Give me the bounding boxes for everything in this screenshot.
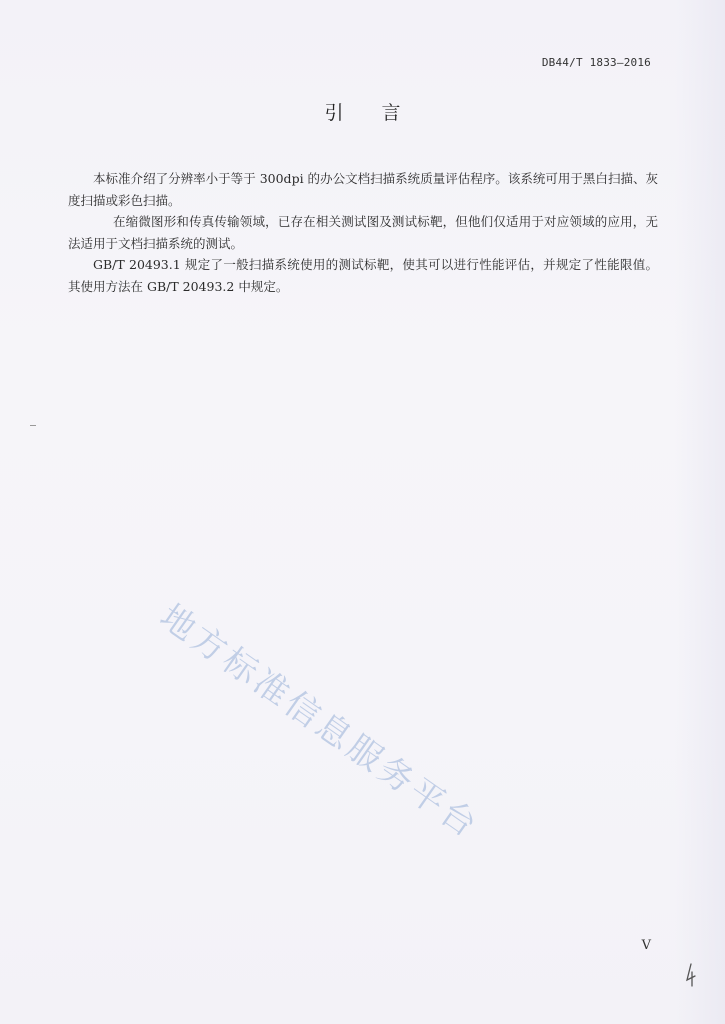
paragraph-2: 在缩微图形和传真传输领域，已存在相关测试图及测试标靶，但他们仅适用于对应领域的应用，无法适用于文档扫描系统的测试。 [68,214,658,251]
page-number: V [641,938,651,953]
margin-tick [30,425,36,426]
document-body [68,168,658,297]
scan-shadow [675,0,725,1024]
handwritten-mark-icon [683,962,697,988]
document-id: DB44/T 1833—2016 [541,56,651,69]
watermark-text: 地方标准信息服务平台 [152,596,487,848]
paragraph-3: GB/T 20493.1 规定了一般扫描系统使用的测试标靶，使其可以进行性能评估，并规定了性能限值。其使用方法在 GB/T 20493.2 中规定。 [68,257,658,294]
section-title: 引言 [324,102,439,124]
paragraph-1: 本标准介绍了分辨率小于等于 300dpi 的办公文档扫描系统质量评估程序。该系统可用于黑白扫描、灰度扫描或彩色扫描。 [68,171,658,208]
